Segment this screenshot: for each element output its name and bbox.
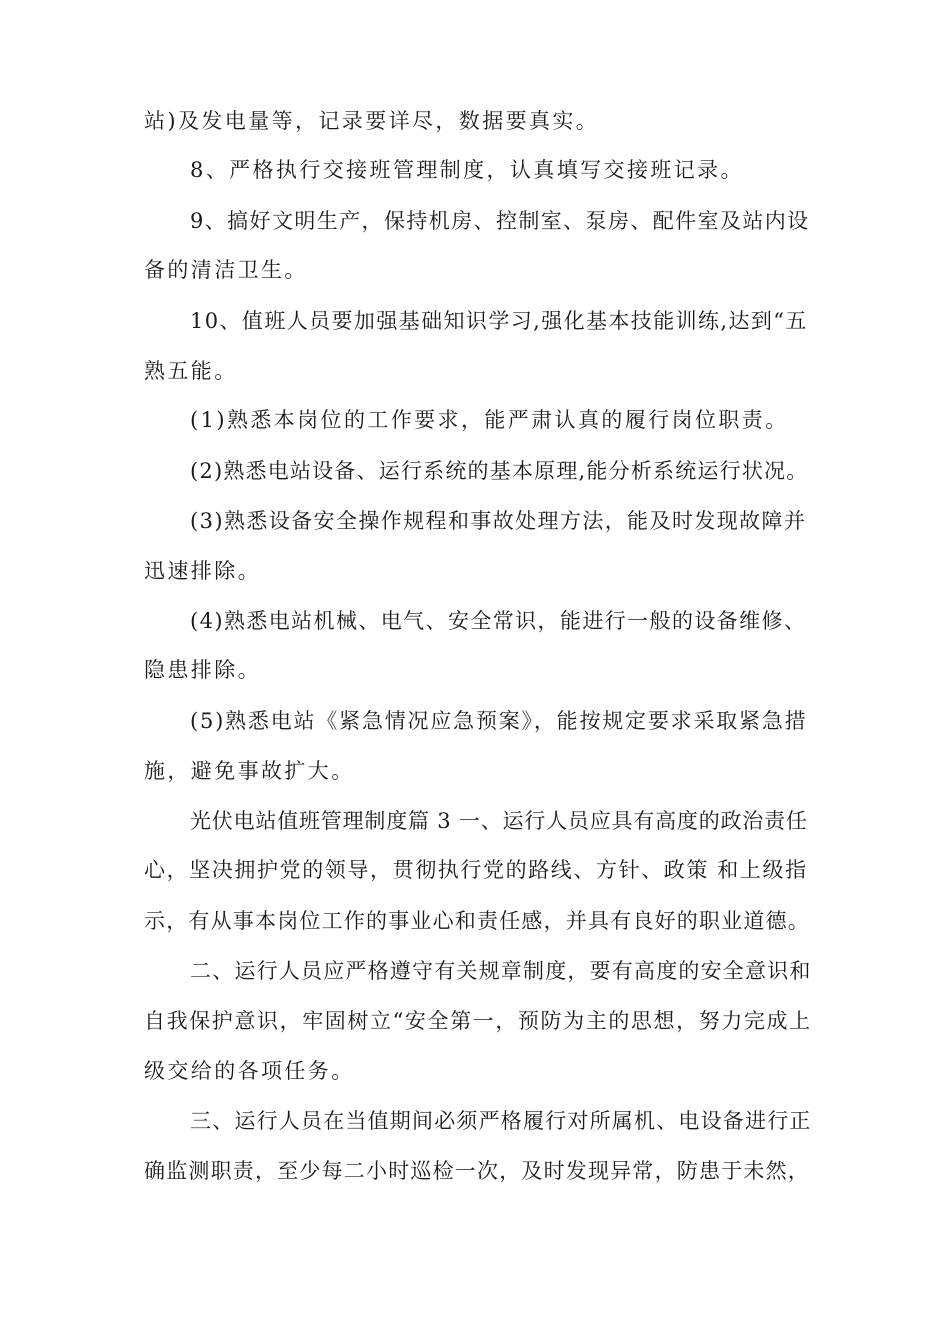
text-line: (2)熟悉电站设备、运行系统的基本原理,能分析系统运行状况。	[190, 459, 809, 483]
text-line: 站)及发电量等，记录要详尽，数据要真实。	[144, 109, 600, 133]
text-line: 级交给的各项任务。	[144, 1059, 355, 1083]
text-line: 9、搞好文明生产，保持机房、控制室、泵房、配件室及站内设	[190, 209, 810, 233]
text-line: (4)熟悉电站机械、电气、安全常识，能进行一般的设备维修、	[190, 609, 807, 633]
text-line: 二、运行人员应严格遵守有关规章制度，要有高度的安全意识和	[190, 959, 812, 983]
text-line: 8、严格执行交接班管理制度，认真填写交接班记录。	[190, 158, 744, 182]
text-line: (1)熟悉本岗位的工作要求，能严肃认真的履行岗位职责。	[190, 408, 789, 432]
text-line: 施，避免事故扩大。	[144, 759, 355, 783]
text-line: 熟五能。	[144, 359, 238, 383]
text-line: 光伏电站值班管理制度篇 3 一、运行人员应具有高度的政治责任	[190, 809, 808, 833]
text-line: (3)熟悉设备安全操作规程和事故处理方法，能及时发现故障并	[190, 509, 807, 533]
text-line: 心，坚决拥护党的领导，贯彻执行党的路线、方针、政策 和上级指	[144, 858, 808, 882]
text-line: 隐患排除。	[144, 658, 261, 682]
text-line: 10、值班人员要加强基础知识学习,强化基本技能训练,达到“五	[190, 309, 808, 333]
text-line: 自我保护意识，牢固树立“安全第一，预防为主的思想，努力完成上	[144, 1009, 812, 1033]
text-line: 三、运行人员在当值期间必须严格履行对所属机、电设备进行正	[190, 1109, 812, 1133]
text-line: 确监测职责，至少每二小时巡检一次，及时发现异常，防患于未然，	[144, 1159, 810, 1183]
text-line: 迅速排除。	[144, 559, 261, 583]
text-line: 备的清洁卫生。	[144, 258, 308, 282]
text-line: (5)熟悉电站《紧急情况应急预案》，能按规定要求采取紧急措	[190, 709, 808, 733]
text-line: 示，有从事本岗位工作的事业心和责任感，并具有良好的职业道德。	[144, 909, 810, 933]
